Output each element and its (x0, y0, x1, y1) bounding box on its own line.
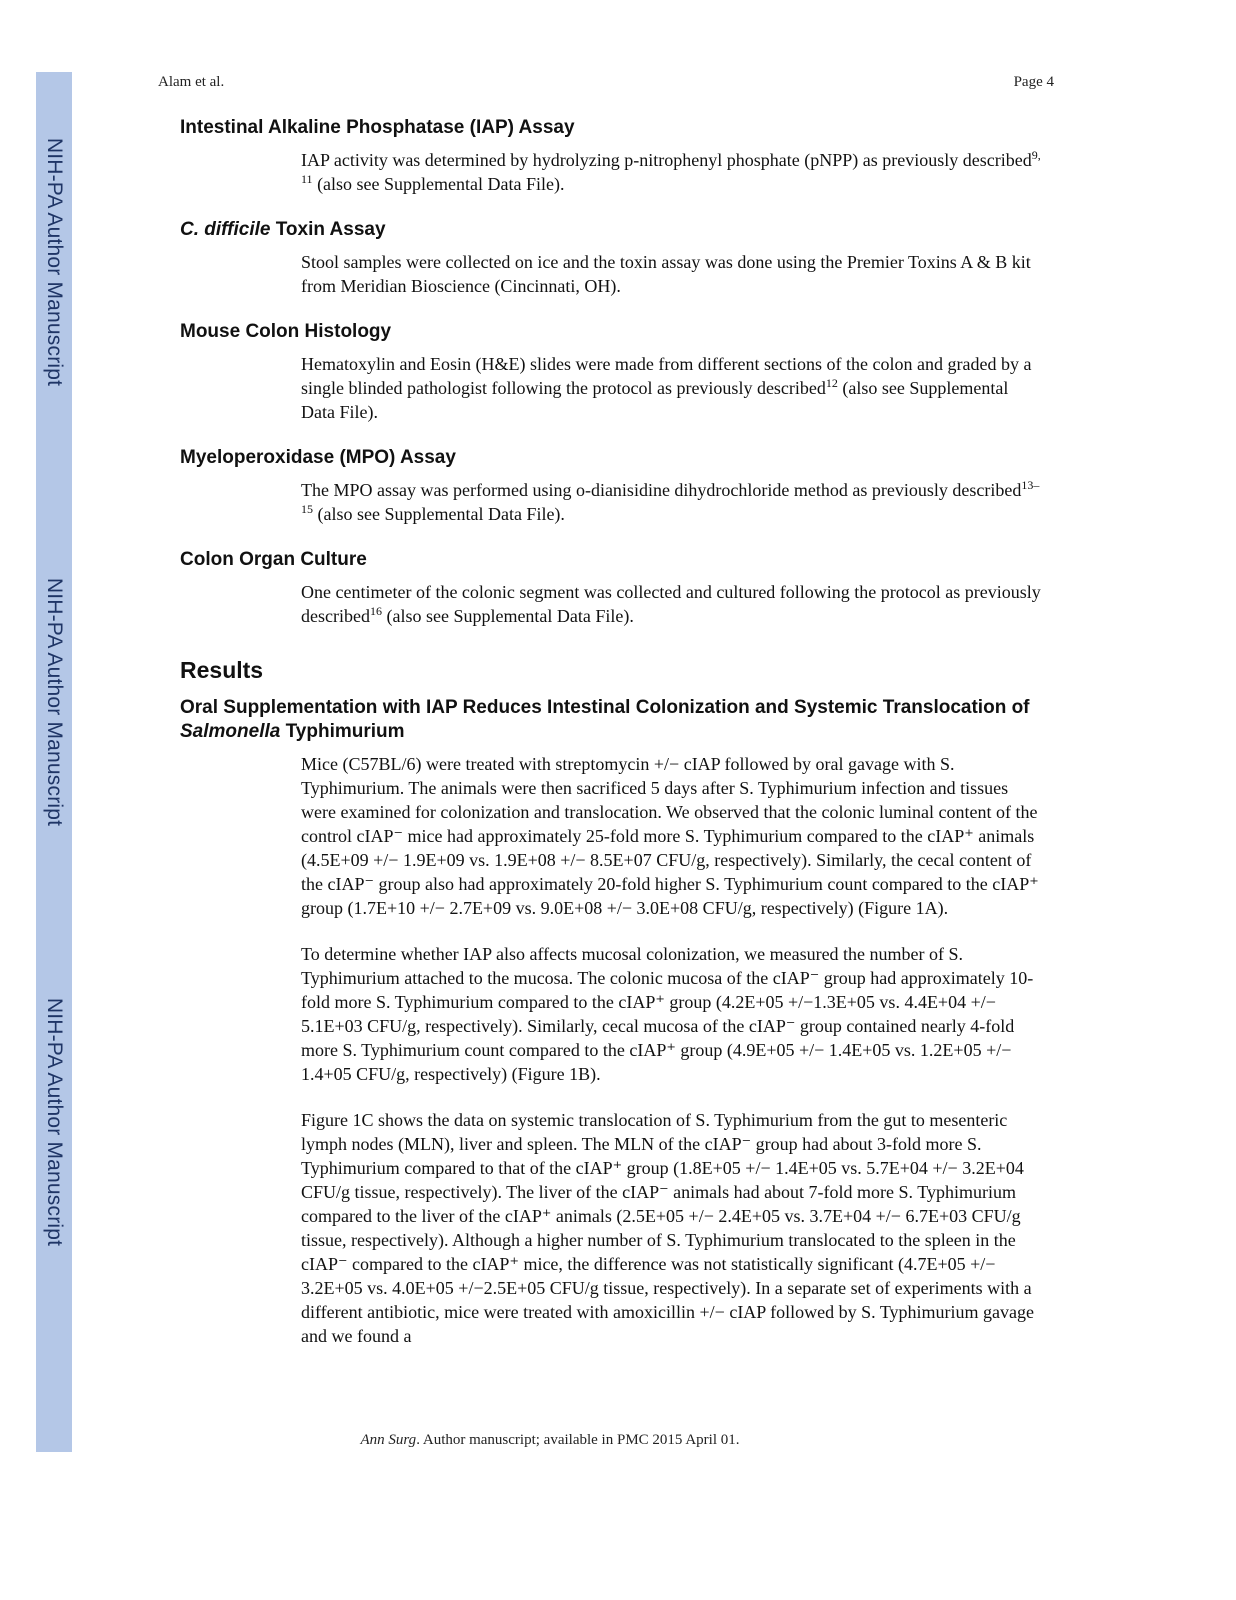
results-subheading: Oral Supplementation with IAP Reduces Intestinal Colonization and Systemic Translocation of Salmonella Typhimurium (180, 697, 1030, 742)
section-heading: C. difficile Toxin Assay (180, 219, 386, 240)
section-iap-assay (180, 116, 1060, 196)
section-heading: Mouse Colon Histology (180, 321, 392, 342)
results-paragraph-2: To determine whether IAP also affects mucosal colonization, we measured the number of S. Typhimurium attached to the mucosa. The colonic mucosa of the cIAP⁻ group had approximately 10-fold more S. Typhimurium compared to the cIAP⁺ group (4.2E+05 +/−1.3E+05 vs. 4.4E+04 +/− 5.1E+03 CFU/g, respectively). Similarly, cecal mucosa of the cIAP⁻ group contained nearly 4-fold more S. Typhimurium count compared to the cIAP⁺ group (4.9E+05 +/− 1.4E+05 vs. 1.2E+05 +/− 1.4+05 CFU/g, respectively) (Figure 1B). (301, 944, 1034, 1084)
page-number: Page 4 (1013, 74, 1054, 90)
citation-ref: 9, 11 (301, 148, 1041, 186)
section-toxin-assay (180, 218, 1060, 298)
section-body: Hematoxylin and Eosin (H&E) slides were made from different sections of the colon and graded by a single blinded pathologist following the protocol as previously described$^{12}$ (also see Supplemental Data File). (301, 354, 1032, 422)
section-organ-culture (180, 548, 1060, 628)
results-paragraph-1: Mice (C57BL/6) were treated with streptomycin +/− cIAP followed by oral gavage with S. Typhimurium. The animals were then sacrificed 5 days after S. Typhimurium infection and tissues were examined for colonization and translocation. We observed that the colonic luminal content of the control cIAP⁻ mice had approximately 25-fold more S. Typhimurium compared to the cIAP⁺ animals (4.5E+09 +/− 1.9E+09 vs. 1.9E+08 +/− 8.5E+07 CFU/g, respectively). Similarly, the cecal content of the cIAP⁻ group also had approximately 20-fold higher S. Typhimurium count compared to the cIAP⁺ group (1.7E+10 +/− 2.7E+09 vs. 9.0E+08 +/− 3.0E+08 CFU/g, respectively) (Figure 1A). (301, 754, 1039, 918)
sidebar-label-3: NIH-PA Author Manuscript (43, 997, 66, 1247)
section-mpo-assay (180, 446, 1060, 526)
citation-ref: 12 (825, 376, 838, 390)
section-body: Stool samples were collected on ice and the toxin assay was done using the Premier Toxins A & B kit from Meridian Bioscience (Cincinnati, OH). (301, 252, 1031, 296)
results-heading: Results (180, 657, 264, 683)
citation-ref: 13–15 (301, 478, 1040, 516)
sidebar-label-1: NIH-PA Author Manuscript (43, 137, 66, 387)
journal-name: Ann Surg (360, 1432, 417, 1448)
page-content (180, 116, 1060, 1370)
page-footer: Ann Surg. Author manuscript; available in PMC 2015 April 01. (360, 1432, 740, 1448)
sidebar-label-2: NIH-PA Author Manuscript (43, 577, 66, 827)
section-body: IAP activity was determined by hydrolyzing p-nitrophenyl phosphate (pNPP) as previously described$^{9, 11}$ (also see Supplemental Data File). (301, 148, 1041, 194)
nih-pa-sidebar (36, 72, 72, 1452)
section-colon-histology (180, 320, 1060, 424)
section-heading: Intestinal Alkaline Phosphatase (IAP) Assay (180, 117, 575, 138)
citation-ref: 16 (369, 604, 382, 618)
results-paragraph-3: Figure 1C shows the data on systemic translocation of S. Typhimurium from the gut to mesenteric lymph nodes (MLN), liver and spleen. The MLN of the cIAP⁻ group had about 3-fold more S. Typhimurium compared to that of the cIAP⁺ group (1.8E+05 +/− 1.4E+05 vs. 5.7E+04 +/− 3.2E+04 CFU/g tissue, respectively). The liver of the cIAP⁻ animals had about 7-fold more S. Typhimurium compared to the liver of the cIAP⁺ animals (2.5E+05 +/− 2.4E+05 vs. 3.7E+04 +/− 6.7E+03 CFU/g tissue, respectively). Although a higher number of S. Typhimurium translocated to the spleen in the cIAP⁻ compared to the cIAP⁺ mice, the difference was not statistically significant (4.7E+05 +/− 3.2E+05 vs. 4.0E+05 +/−2.5E+05 CFU/g tissue, respectively). In a separate set of experiments with a different antibiotic, mice were treated with amoxicillin +/− cIAP followed by S. Typhimurium gavage and we found a (301, 1110, 1035, 1346)
section-body: The MPO assay was performed using o-dianisidine dihydrochloride method as previously described$^{13-15}$ (also see Supplemental Data File). (301, 478, 1040, 524)
running-header-authors: Alam et al. (158, 74, 225, 90)
section-heading: Myeloperoxidase (MPO) Assay (180, 447, 456, 468)
section-heading: Colon Organ Culture (180, 549, 367, 570)
section-body: One centimeter of the colonic segment was collected and cultured following the protocol as previously described$^{16}$ (also see Supplemental Data File). (301, 582, 1041, 626)
